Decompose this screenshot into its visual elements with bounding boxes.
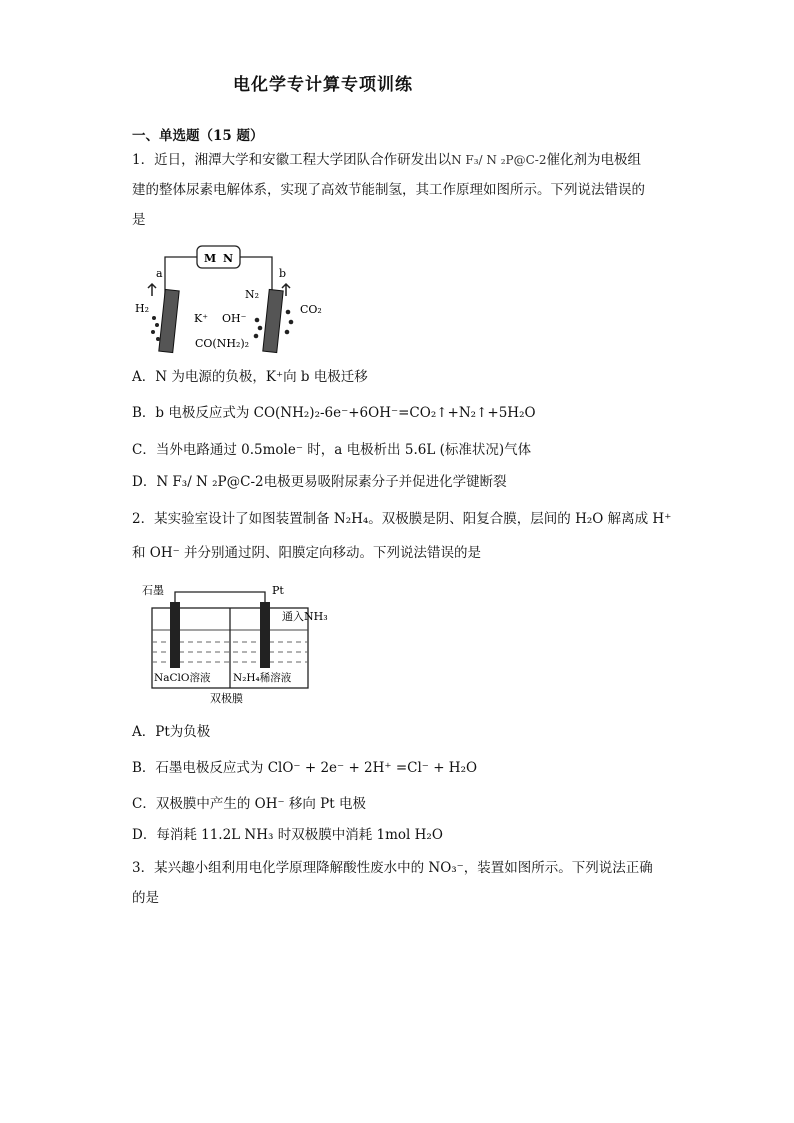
section-heading: 一、单选题（15 题） bbox=[132, 128, 264, 144]
q1-option-c: C．当外电路通过 0.5mole⁻ 时，a 电极析出 5.6L (标准状况)气体 bbox=[132, 442, 532, 458]
q2-figure bbox=[132, 580, 352, 710]
label-urea: CO(NH₂)₂ bbox=[195, 337, 250, 350]
label-n: N bbox=[223, 252, 234, 265]
label-co2: CO₂ bbox=[300, 303, 322, 316]
label-m: M bbox=[204, 252, 217, 265]
q3-stem-line2: 的是 bbox=[132, 890, 159, 906]
q2-option-a: A．Pt为负极 bbox=[132, 724, 211, 740]
q1-stem-tail: 催化剂为电极组 bbox=[546, 152, 641, 168]
label-h2: H₂ bbox=[135, 302, 150, 315]
pt-electrode bbox=[260, 602, 270, 668]
q1-figure bbox=[132, 240, 342, 360]
q2-option-c: C．双极膜中产生的 OH⁻ 移向 Pt 电极 bbox=[132, 796, 366, 812]
label-nh3-inlet: 通入NH₃ bbox=[282, 610, 328, 623]
label-k-ion: K⁺ bbox=[194, 312, 209, 325]
label-n2h4-solution: N₂H₄稀溶液 bbox=[233, 672, 292, 684]
label-oh-ion: OH⁻ bbox=[222, 312, 247, 325]
graphite-electrode bbox=[170, 602, 180, 668]
label-naclo-solution: NaClO溶液 bbox=[154, 672, 211, 684]
label-bipolar-membrane: 双极膜 bbox=[210, 692, 243, 705]
q1-catalyst: N F₃/ N ₂P@C-2 bbox=[451, 153, 547, 167]
q1-option-a: A．N 为电源的负极，K⁺向 b 电极迁移 bbox=[132, 369, 368, 385]
q1-option-d: D．N F₃/ N ₂P@C-2电极更易吸附尿素分子并促进化学键断裂 bbox=[132, 474, 507, 490]
label-a: a bbox=[156, 267, 163, 280]
label-n2: N₂ bbox=[245, 288, 260, 301]
electrode-b bbox=[263, 289, 283, 352]
q2-stem-line1: 2．某实验室设计了如图装置制备 N₂H₄。双极膜是阴、阳复合膜，层间的 H₂O 解离成 H⁺ bbox=[132, 511, 672, 527]
q1-stem-line2: 建的整体尿素电解体系，实现了高效节能制氢，其工作原理如图所示。下列说法错误的 bbox=[132, 182, 645, 198]
page-title: 电化学专计算专项训练 bbox=[233, 75, 413, 95]
q1-stem-text: 1．近日，湘潭大学和安徽工程大学团队合作研发出以 bbox=[132, 152, 452, 168]
q3-stem-line1: 3．某兴趣小组利用电化学原理降解酸性废水中的 NO₃⁻，装置如图所示。下列说法正确 bbox=[132, 860, 653, 876]
label-pt: Pt bbox=[272, 584, 284, 597]
q2-stem-line2: 和 OH⁻ 并分别通过阴、阳膜定向移动。下列说法错误的是 bbox=[132, 545, 482, 561]
q1-option-b: B．b 电极反应式为 CO(NH₂)₂-6e⁻+6OH⁻=CO₂↑+N₂↑+5H₂O bbox=[132, 405, 536, 421]
q1-stem-line3: 是 bbox=[132, 212, 146, 228]
electrode-a bbox=[159, 289, 179, 352]
q2-option-d: D．每消耗 11.2L NH₃ 时双极膜中消耗 1mol H₂O bbox=[132, 827, 443, 843]
label-graphite: 石墨 bbox=[142, 584, 164, 597]
label-b: b bbox=[279, 267, 287, 280]
q1-stem-line1 bbox=[132, 150, 641, 170]
q2-option-b: B．石墨电极反应式为 ClO⁻ + 2e⁻ + 2H⁺ =Cl⁻ + H₂O bbox=[132, 760, 478, 776]
